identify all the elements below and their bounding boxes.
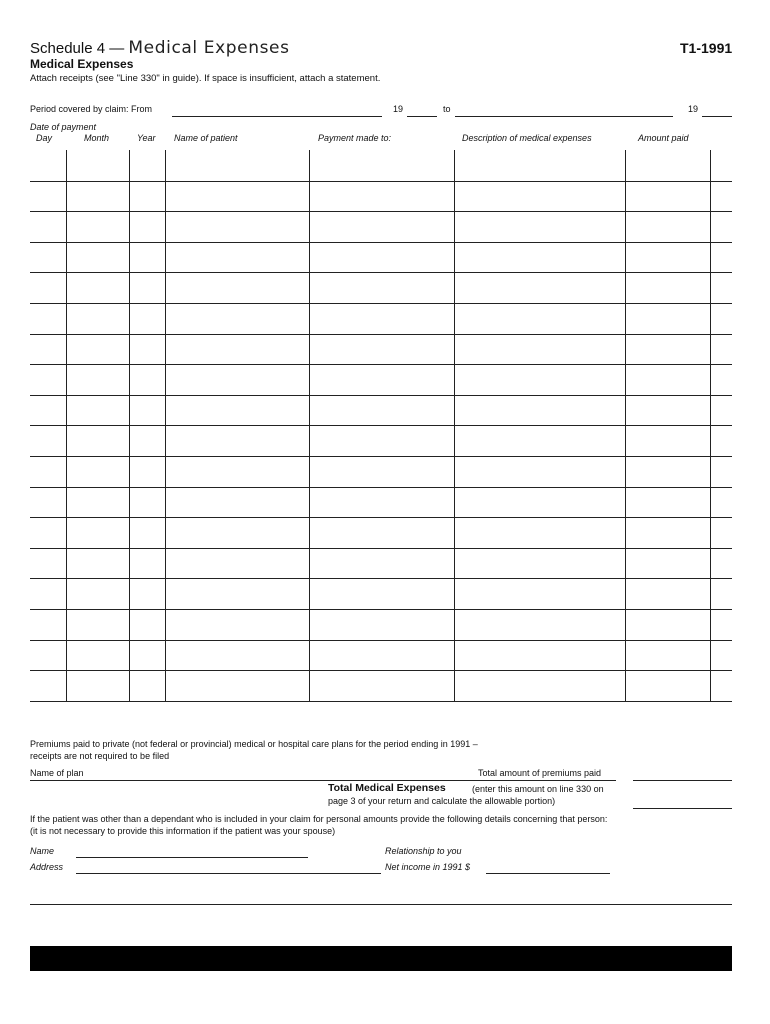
dependant-address-label: Address <box>30 862 64 872</box>
table-row-rule <box>30 487 732 488</box>
plan-name-underline <box>30 780 616 781</box>
schedule-heading: Medical Expenses <box>128 38 290 58</box>
total-note-2: page 3 of your return and calculate the allowable portion) <box>328 796 556 806</box>
table-row-rule <box>30 517 732 518</box>
table-row-rule <box>30 609 732 610</box>
period-to-label: to <box>443 104 451 114</box>
table-row-rule <box>30 334 732 335</box>
table-row-rule <box>30 211 732 212</box>
table-row-rule <box>30 701 732 702</box>
date-of-payment-label: Date of payment <box>30 122 97 132</box>
table-row-rule <box>30 303 732 304</box>
table-row-rule <box>30 640 732 641</box>
table-row-rule <box>30 425 732 426</box>
period-to-year-field[interactable] <box>702 106 732 117</box>
table-row-rule <box>30 578 732 579</box>
period-to-field[interactable] <box>455 106 673 117</box>
col-header-description: Description of medical expenses <box>462 133 592 143</box>
total-premiums-label: Total amount of premiums paid <box>478 768 602 778</box>
col-header-patient: Name of patient <box>174 133 238 143</box>
table-row-rule <box>30 456 732 457</box>
period-from-year-field[interactable] <box>407 106 437 117</box>
period-year-prefix-2: 19 <box>688 104 699 114</box>
period-from-field[interactable] <box>172 106 382 117</box>
premiums-line-1: Premiums paid to private (not federal or provincial) medical or hospital care plans for the period ending in 1991 – <box>30 739 478 749</box>
col-header-year: Year <box>137 133 156 143</box>
dependant-line-2: (it is not necessary to provide this information if the patient was your spouse) <box>30 826 336 836</box>
footer-black-bar <box>30 946 732 971</box>
dependant-name-field[interactable] <box>76 847 308 858</box>
net-income-label: Net income in 1991 $ <box>385 862 471 872</box>
dependant-address-field[interactable] <box>76 863 381 874</box>
table-row-rule <box>30 548 732 549</box>
premiums-line-2: receipts are not required to be filed <box>30 751 170 761</box>
table-row-rule <box>30 272 732 273</box>
period-year-prefix-1: 19 <box>393 104 404 114</box>
col-header-day: Day <box>36 133 53 143</box>
col-header-month: Month <box>84 133 110 143</box>
table-row-rule <box>30 364 732 365</box>
dependant-line-1: If the patient was other than a dependant who is included in your claim for personal amounts provide the following details concerning that person: <box>30 814 608 824</box>
net-income-field[interactable] <box>486 863 610 874</box>
section-subtitle: Medical Expenses <box>30 57 134 71</box>
total-medical-expenses-label: Total Medical Expenses <box>328 782 446 794</box>
schedule-title <box>30 38 290 58</box>
table-row-rule <box>30 181 732 182</box>
table-row-rule <box>30 670 732 671</box>
total-note-1: (enter this amount on line 330 on <box>472 784 604 794</box>
schedule-label: Schedule 4 — <box>30 40 125 57</box>
col-header-payee: Payment made to: <box>318 133 392 143</box>
table-row-rule <box>30 395 732 396</box>
total-medical-expenses-field[interactable] <box>633 798 732 809</box>
col-header-amount: Amount paid <box>638 133 689 143</box>
dependant-name-label: Name <box>30 846 55 856</box>
table-row-rule <box>30 242 732 243</box>
form-number: T1-1991 <box>680 40 733 56</box>
total-premiums-field[interactable] <box>633 770 732 781</box>
relationship-label: Relationship to you <box>385 846 462 856</box>
plan-name-label: Name of plan <box>30 768 84 778</box>
attach-note: Attach receipts (see "Line 330" in guide). If space is insufficient, attach a statement. <box>30 73 381 84</box>
period-label: Period covered by claim: From <box>30 104 153 114</box>
footer-rule <box>30 904 732 905</box>
